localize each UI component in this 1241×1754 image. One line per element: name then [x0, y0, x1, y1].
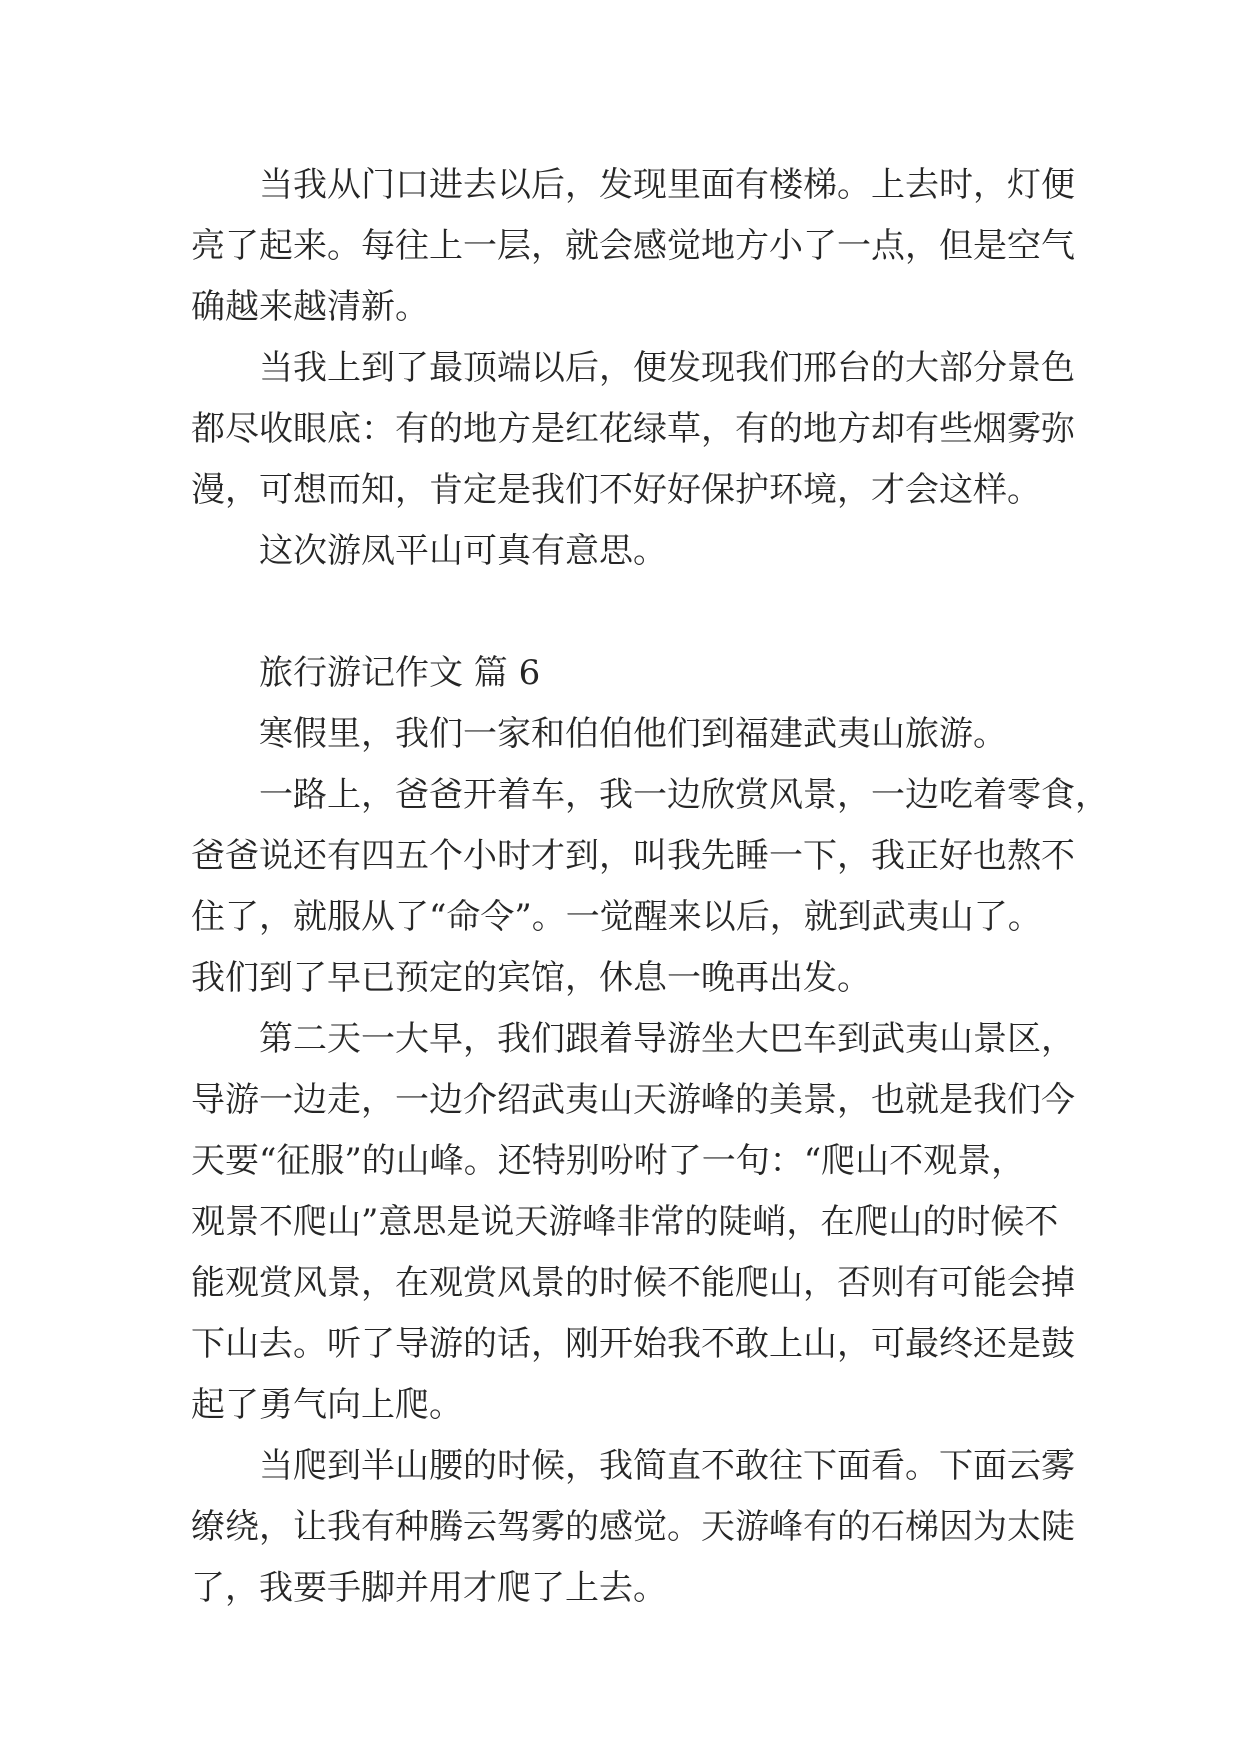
text-line: 漫，可想而知，肯定是我们不好好保护环境，才会这样。 [191, 470, 1041, 510]
text-line: 爸爸说还有四五个小时才到，叫我先睡一下，我正好也熬不 [191, 836, 1075, 876]
text-line: 导游一边走，一边介绍武夷山天游峰的美景，也就是我们今 [191, 1080, 1075, 1120]
paragraph [191, 1436, 1075, 1619]
paragraph [191, 155, 1075, 338]
paragraph [191, 338, 1075, 521]
text-line: 一路上，爸爸开着车，我一边欣赏风景，一边吃着零食， [259, 775, 1109, 815]
text-line: 亮了起来。每往上一层，就会感觉地方小了一点，但是空气 [191, 226, 1075, 266]
paragraph [191, 765, 1109, 1009]
text-line: 确越来越清新。 [191, 287, 429, 327]
text-line: 了，我要手脚并用才爬了上去。 [191, 1568, 667, 1608]
text-line: 能观赏风景，在观赏风景的时候不能爬山，否则有可能会掉 [191, 1263, 1075, 1303]
text-line: 当我上到了最顶端以后，便发现我们邢台的大部分景色 [259, 348, 1075, 388]
text-line: 住了，就服从了“命令”。一觉醒来以后，就到武夷山了。 [191, 897, 1042, 937]
paragraph [191, 521, 1061, 582]
paragraph [191, 704, 1061, 765]
text-line: 都尽收眼底：有的地方是红花绿草，有的地方却有些烟雾弥 [191, 409, 1075, 449]
document-body [191, 155, 1109, 1619]
text-line: 这次游凤平山可真有意思。 [259, 531, 667, 571]
text-line: 缭绕，让我有种腾云驾雾的感觉。天游峰有的石梯因为太陡 [191, 1507, 1075, 1547]
text-line: 我们到了早已预定的宾馆，休息一晚再出发。 [191, 958, 871, 998]
text-line: 当我从门口进去以后，发现里面有楼梯。上去时，灯便 [259, 165, 1075, 205]
paragraph [191, 1009, 1075, 1436]
section-heading: 旅行游记作文 篇 6 [259, 653, 541, 693]
section-gap [191, 582, 1061, 643]
text-line: 下山去。听了导游的话，刚开始我不敢上山，可最终还是鼓 [191, 1324, 1075, 1364]
text-line: 当爬到半山腰的时候，我简直不敢往下面看。下面云雾 [259, 1446, 1075, 1486]
text-line: 起了勇气向上爬。 [191, 1385, 463, 1425]
text-line: 观景不爬山”意思是说天游峰非常的陡峭，在爬山的时候不 [191, 1202, 1059, 1242]
text-line: 天要“征服”的山峰。还特别吩咐了一句：“爬山不观景， [191, 1141, 1026, 1181]
text-line: 第二天一大早，我们跟着导游坐大巴车到武夷山景区， [259, 1019, 1075, 1059]
text-line: 寒假里，我们一家和伯伯他们到福建武夷山旅游。 [259, 714, 1007, 754]
